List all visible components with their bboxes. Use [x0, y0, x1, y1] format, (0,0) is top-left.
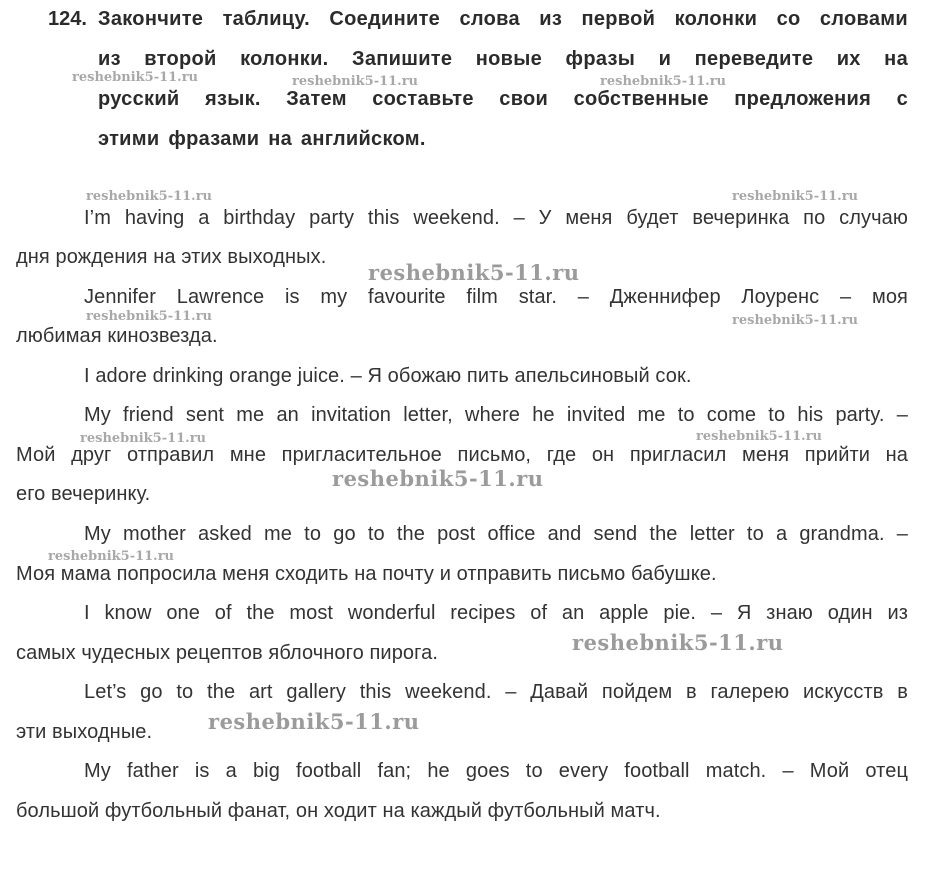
watermark: reshebnik5-11.ru: [600, 74, 727, 89]
paragraph-line: I know one of the most wonderful recipes of an apple pie. – Я знаю один из: [84, 602, 908, 624]
paragraph-line: My friend sent me an invitation letter, where he invited me to come to his party. –: [84, 404, 908, 426]
paragraph-line: Мой друг отправил мне пригласительное письмо, где он пригласил меня прийти на: [16, 444, 908, 466]
paragraph-line: Jennifer Lawrence is my favourite film star. – Дженнифер Лоуренс – моя: [84, 286, 908, 308]
paragraph-line: My mother asked me to go to the post office and send the letter to a grandma. –: [84, 523, 908, 545]
watermark: reshebnik5-11.ru: [72, 70, 199, 85]
paragraph-line: эти выходные.: [16, 721, 153, 743]
watermark: reshebnik5-11.ru: [86, 189, 213, 204]
watermark: reshebnik5-11.ru: [572, 630, 784, 655]
watermark: reshebnik5-11.ru: [208, 709, 420, 734]
task-line: русский язык. Затем составьте свои собственные предложения с: [98, 88, 908, 110]
task-line: Закончите таблицу. Соедините слова из первой колонки со словами: [98, 8, 908, 30]
paragraph-line: I adore drinking orange juice. – Я обожаю пить апельсиновый сок.: [84, 365, 692, 387]
watermark: reshebnik5-11.ru: [732, 189, 859, 204]
paragraph-line: дня рождения на этих выходных.: [16, 246, 327, 268]
paragraph-line: большой футбольный фанат, он ходит на каждый футбольный матч.: [16, 800, 661, 822]
paragraph-line: самых чудесных рецептов яблочного пирога.: [16, 642, 438, 664]
task-number: 124.: [48, 8, 87, 30]
paragraph-line: его вечеринку.: [16, 483, 151, 505]
watermark: reshebnik5-11.ru: [368, 260, 580, 285]
task-line: из второй колонки. Запишите новые фразы и переведите их на: [98, 48, 908, 70]
paragraph-line: любимая кинозвезда.: [16, 325, 218, 347]
watermark: reshebnik5-11.ru: [80, 431, 207, 446]
paragraph-line: My father is a big football fan; he goes to every football match. – Мой отец: [84, 760, 908, 782]
paragraph-line: Let’s go to the art gallery this weekend. – Давай пойдем в галерею искусств в: [84, 681, 908, 703]
watermark: reshebnik5-11.ru: [86, 309, 213, 324]
watermark: reshebnik5-11.ru: [696, 429, 823, 444]
paragraph-line: I’m having a birthday party this weekend. – У меня будет вечеринка по случаю: [84, 207, 908, 229]
watermark: reshebnik5-11.ru: [48, 549, 175, 564]
watermark: reshebnik5-11.ru: [292, 74, 419, 89]
paragraph-line: Моя мама попросила меня сходить на почту и отправить письмо бабушке.: [16, 563, 717, 585]
watermark: reshebnik5-11.ru: [332, 466, 544, 491]
task-line: этими фразами на английском.: [98, 128, 426, 150]
watermark: reshebnik5-11.ru: [732, 313, 859, 328]
